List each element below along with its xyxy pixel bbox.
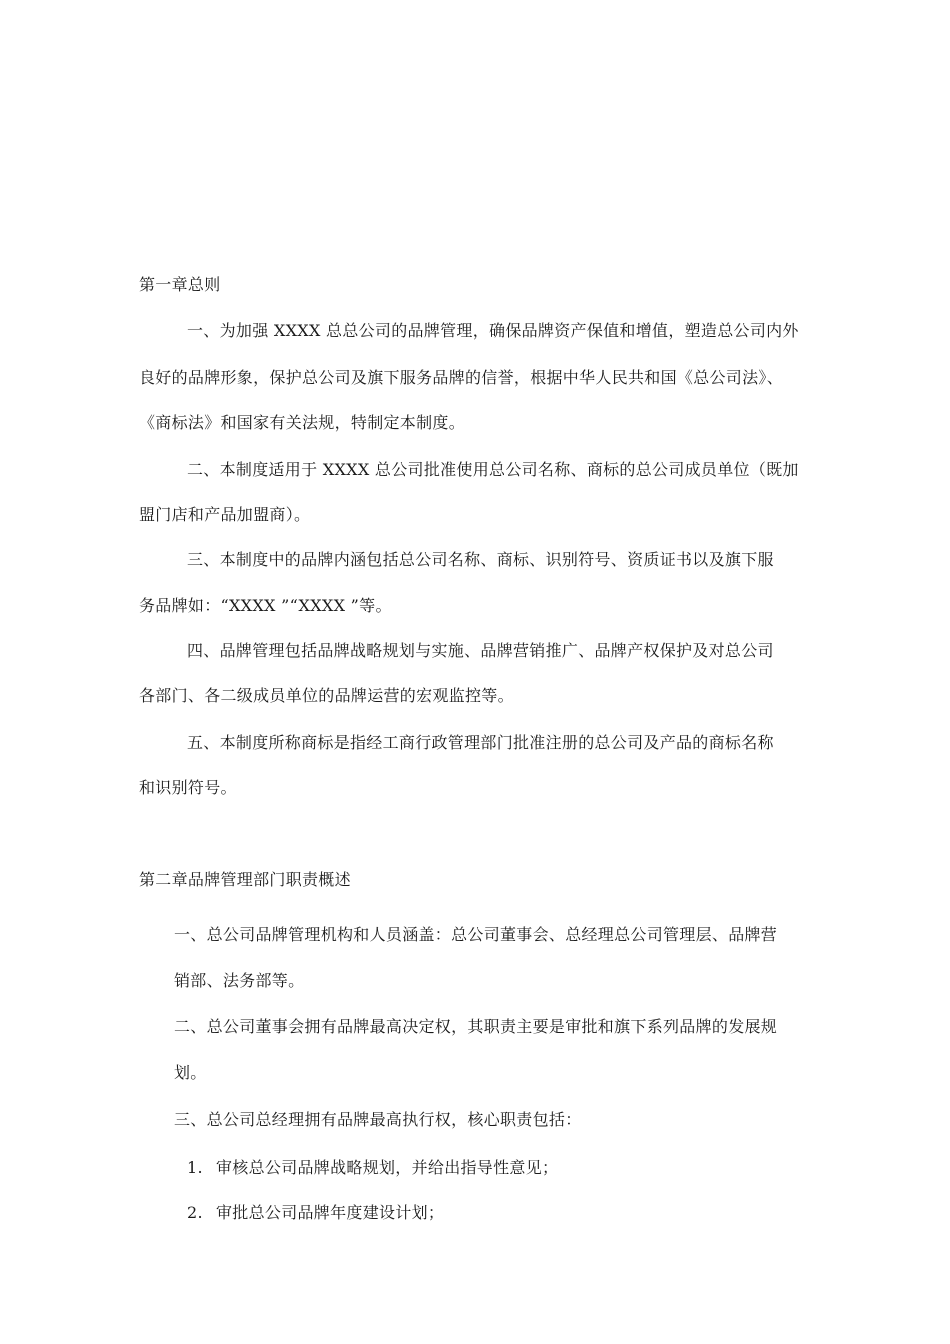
ch1-para-1-line-2: 良好的品牌形象，保护总公司及旗下服务品牌的信誉，根据中华人民共和国《总公司法》、 <box>139 368 784 387</box>
list-item-number: 2. <box>187 1203 203 1222</box>
ch1-para-2-line-1: 二、本制度适用于 XXXX 总公司批准使用总公司名称、商标的总公司成员单位（既加 <box>187 460 799 479</box>
ch2-para-1-line-1: 一、总公司品牌管理机构和人员涵盖：总公司董事会、总经理总公司管理层、品牌营 <box>174 925 778 944</box>
ch1-para-4-line-2: 各部门、各二级成员单位的品牌运营的宏观监控等。 <box>139 686 514 705</box>
list-item-number: 1. <box>187 1158 203 1177</box>
ch1-para-3-line-2: 务品牌如：“XXXX ”“XXXX ”等。 <box>139 596 392 615</box>
ch1-para-1-line-3: 《商标法》和国家有关法规，特制定本制度。 <box>139 413 466 432</box>
ch1-para-1-line-1: 一、为加强 XXXX 总总公司的品牌管理，确保品牌资产保值和增值，塑造总公司内外 <box>187 321 799 340</box>
list-item-text: 审核总公司品牌战略规划，并给出指导性意见； <box>216 1158 559 1177</box>
ch1-para-5-line-1: 五、本制度所称商标是指经工商行政管理部门批准注册的总公司及产品的商标名称 <box>187 733 774 752</box>
list-item-text: 审批总公司品牌年度建设计划； <box>216 1203 445 1222</box>
ch2-para-1-line-2: 销部、法务部等。 <box>174 971 305 990</box>
ch1-para-3-line-1: 三、本制度中的品牌内涵包括总公司名称、商标、识别符号、资质证书以及旗下服 <box>187 550 774 569</box>
ch1-para-4-line-1: 四、品牌管理包括品牌战略规划与实施、品牌营销推广、品牌产权保护及对总公司 <box>187 641 774 660</box>
ch1-para-5-line-2: 和识别符号。 <box>139 778 237 797</box>
chapter-2-heading: 第二章品牌管理部门职责概述 <box>139 870 351 889</box>
ch2-para-2-line-1: 二、总公司董事会拥有品牌最高决定权，其职责主要是审批和旗下系列品牌的发展规 <box>174 1017 778 1036</box>
ch2-para-2-line-2: 划。 <box>174 1063 207 1082</box>
ch2-para-3-line-1: 三、总公司总经理拥有品牌最高执行权，核心职责包括： <box>174 1110 582 1129</box>
chapter-1-heading: 第一章总则 <box>139 275 221 294</box>
ch1-para-2-line-2: 盟门店和产品加盟商）。 <box>139 505 311 524</box>
